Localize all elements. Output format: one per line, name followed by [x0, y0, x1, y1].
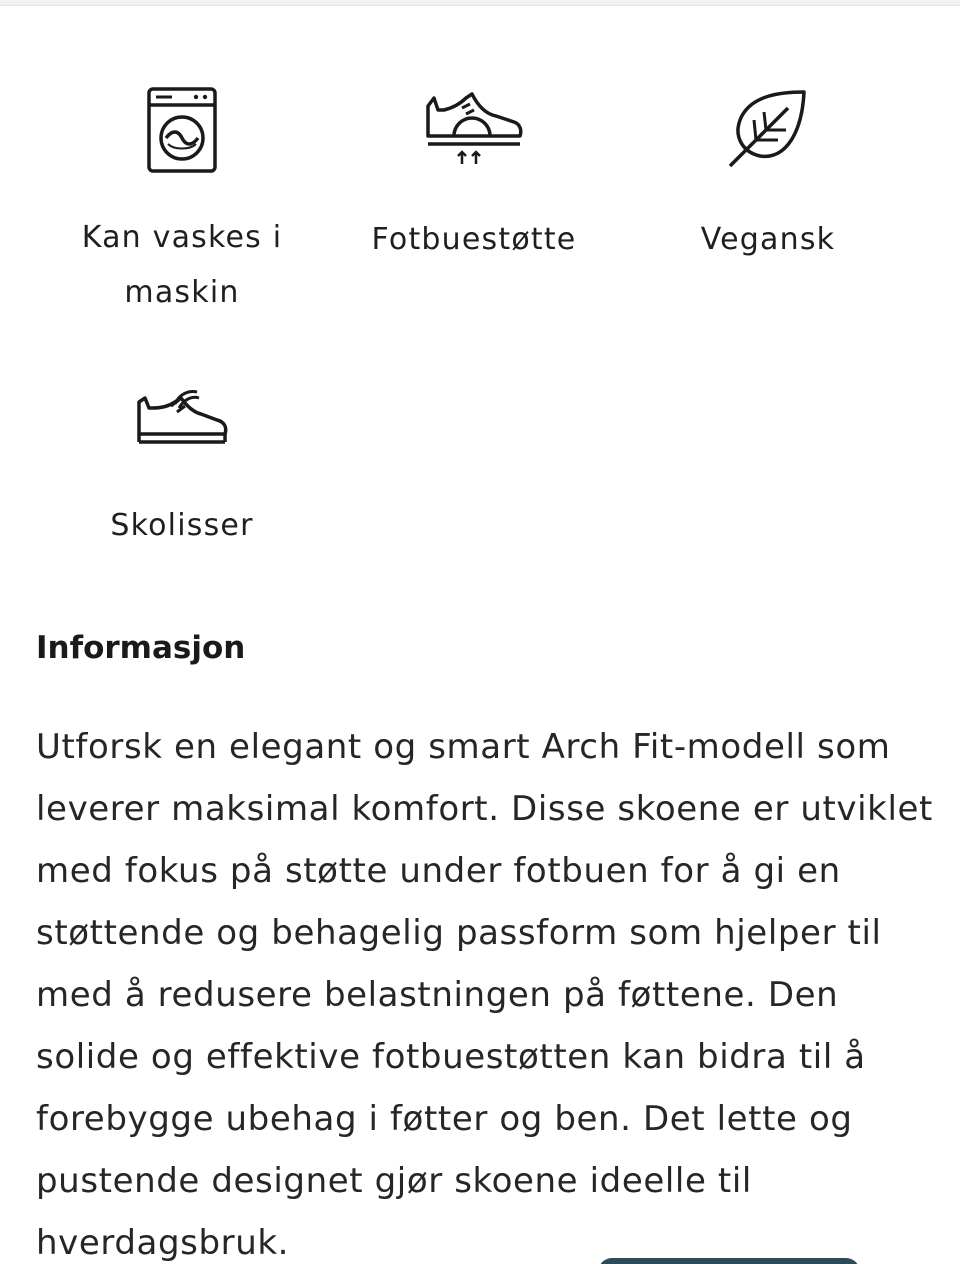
feature-machine-washable: [36, 86, 328, 320]
arch-support-shoe-icon: [424, 86, 524, 172]
add-to-cart-button[interactable]: [598, 1258, 860, 1264]
feature-vegan: [622, 86, 914, 267]
feature-shoelaces: [36, 388, 328, 553]
feature-label: Fotbuestøtte: [371, 222, 577, 257]
shoelace-shoe-icon: [135, 388, 229, 448]
leaf-icon: [726, 86, 810, 170]
top-divider: [0, 0, 960, 6]
feature-arch-support: [328, 86, 620, 267]
info-body: Utforsk en elegant og smart Arch Fit-modell som leverer maksimal komfort. Disse skoene er utviklet med fokus på støtte under fotbuen for å gi en støttende og behagelig passform som hjelper til med å redusere belastningen på føttene. Den solide og effektive fotbuestøtten kan bidra til å forebygge ubehag i føtter og ben. Det lette og pustende designet gjør skoene ideelle til hverdagsbruk.: [36, 727, 933, 1263]
feature-label: Kan vaskes i maskin: [81, 220, 283, 310]
feature-label: Skolisser: [110, 508, 254, 543]
feature-label: Vegansk: [700, 222, 836, 257]
washing-machine-icon: [146, 86, 218, 174]
info-heading: Informasjon: [36, 630, 246, 666]
